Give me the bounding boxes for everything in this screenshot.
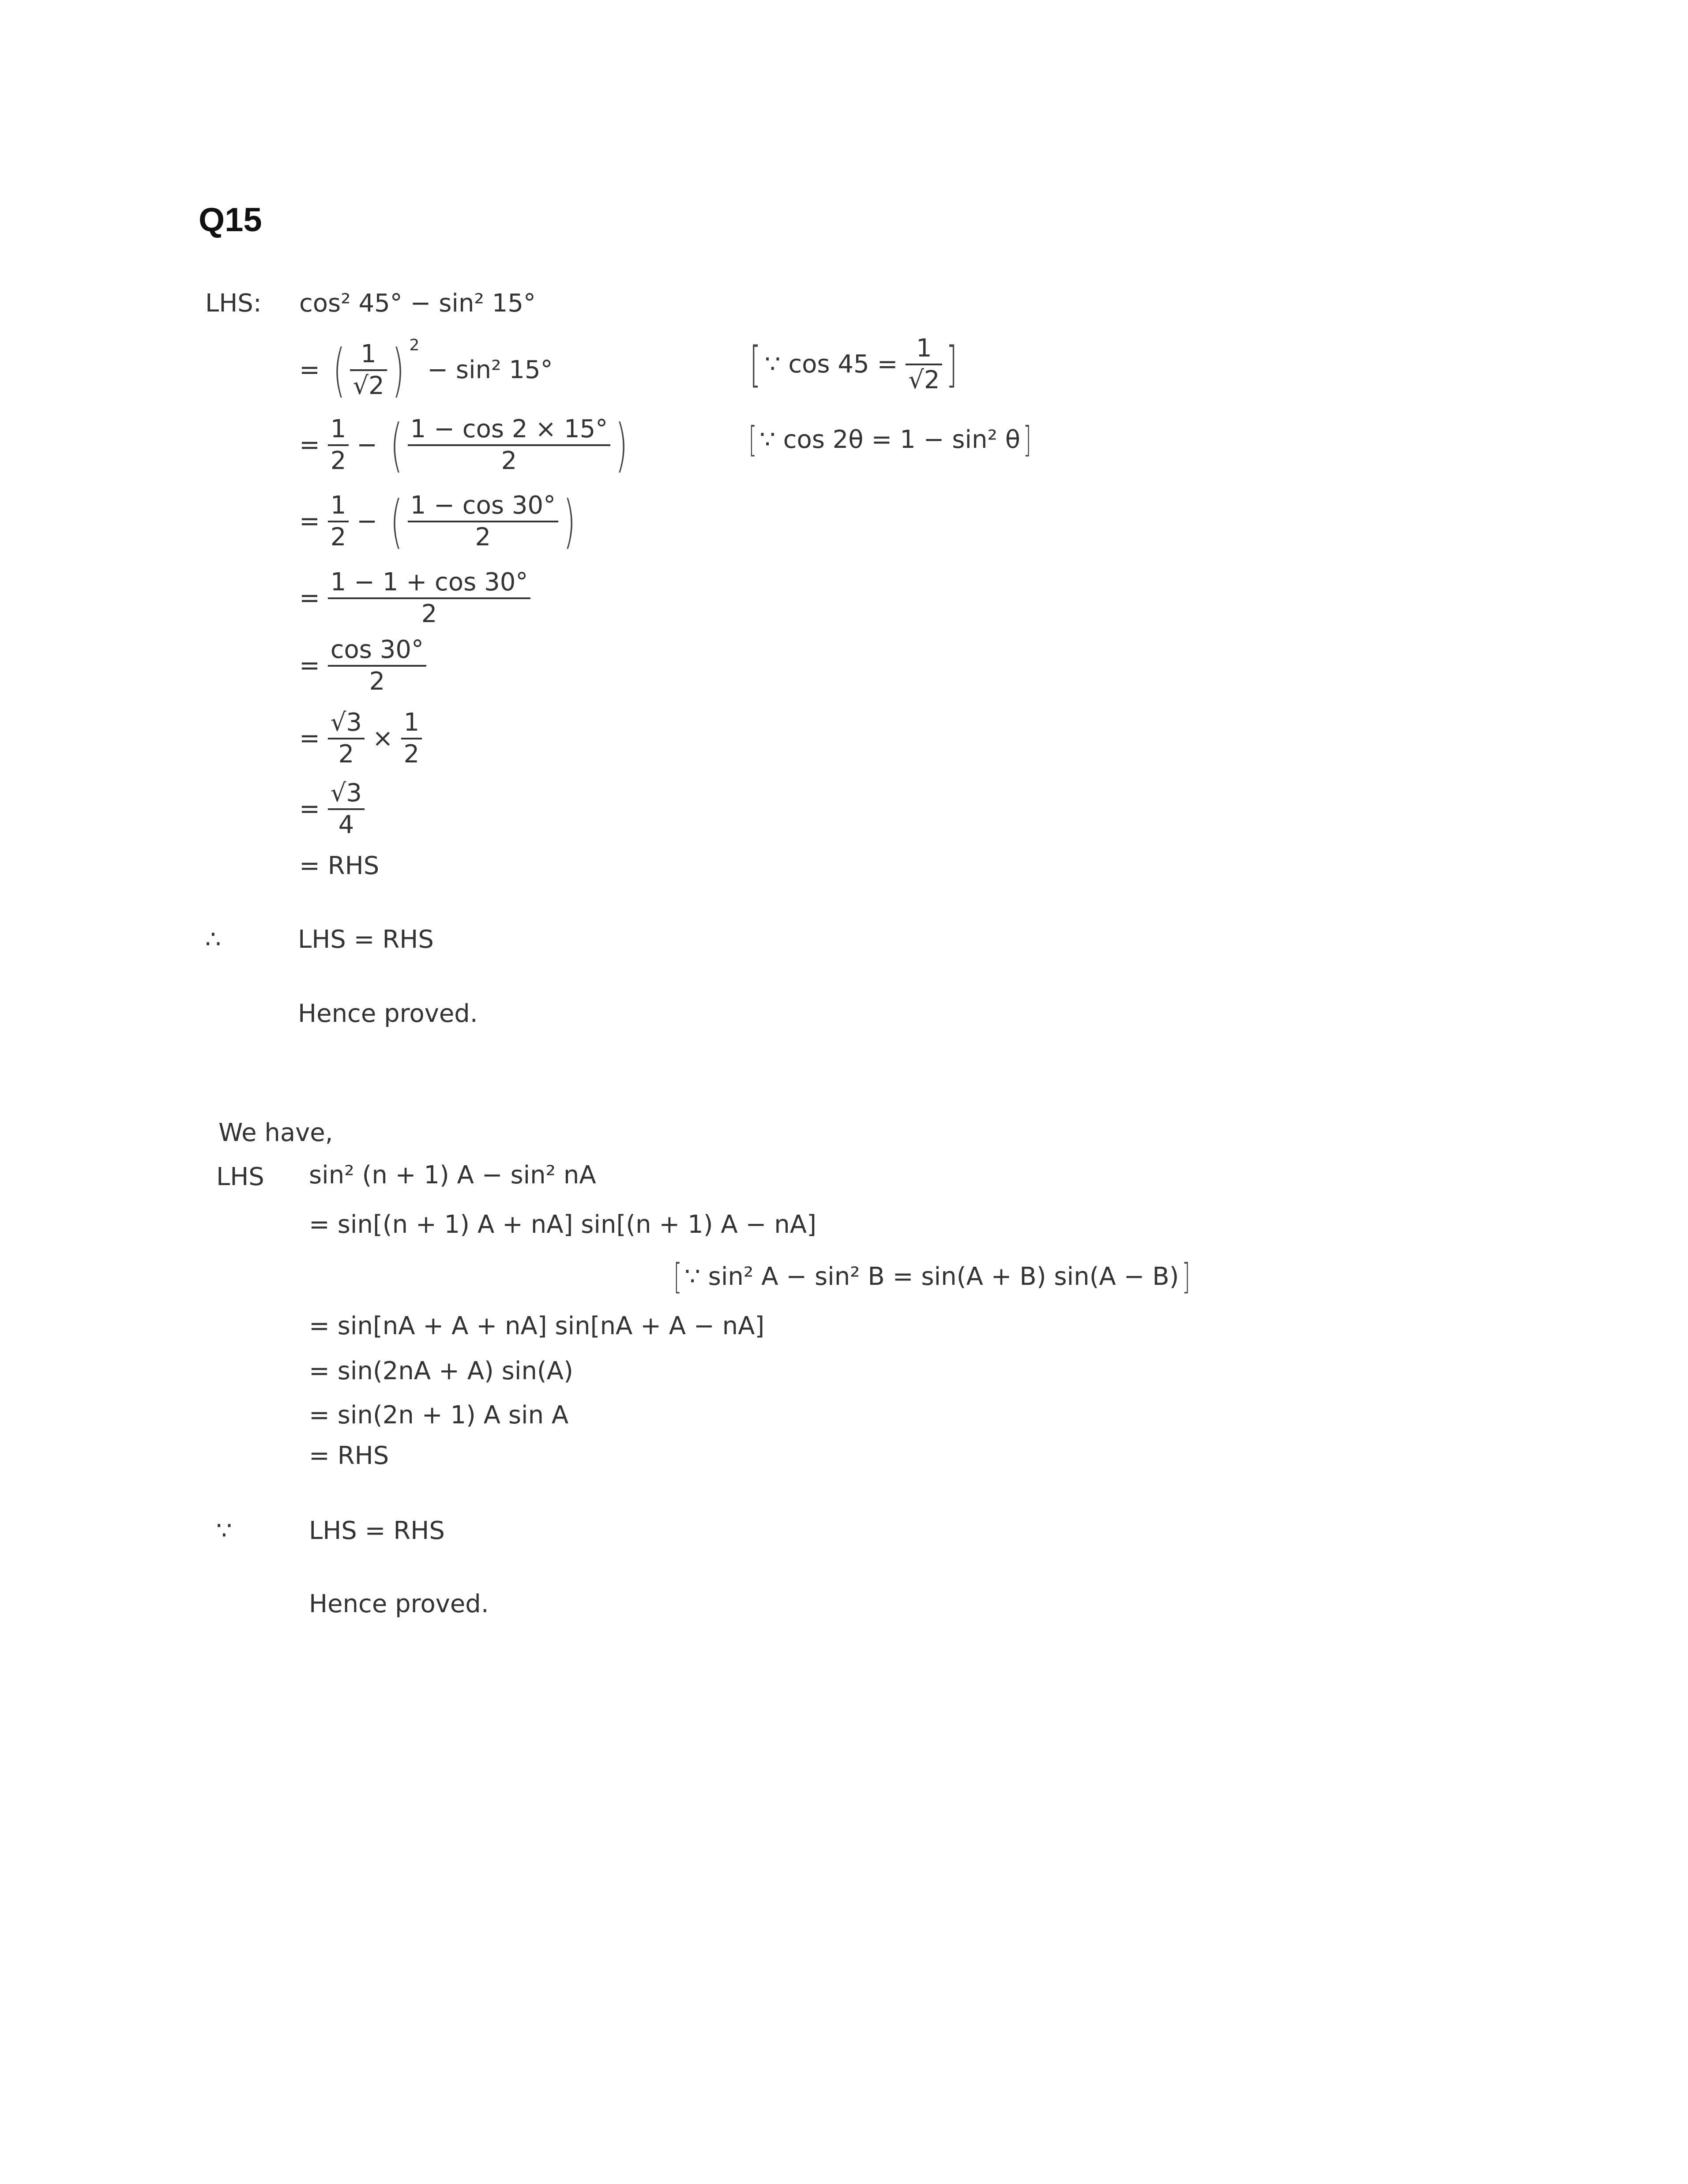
step-1: = ( $\frac{1}{√2}$ ) $^2$ − sin² 15° (299, 336, 553, 404)
p2-line-3: = sin[nA + A + nA] sin[nA + A − nA] (309, 1312, 765, 1340)
step-7: = $\frac{√3}{4}$ (299, 781, 365, 837)
step-6: = $\frac{√3}{2}$ × $\frac{1}{2}$ (299, 710, 422, 767)
therefore-symbol: ∴ (205, 925, 221, 954)
p2-line-4: = sin(2nA + A) sin(A) (309, 1357, 573, 1385)
lhs-label-2: LHS (216, 1163, 264, 1191)
hence-proved-1: Hence proved. (298, 999, 478, 1028)
p2-reason: [ ∵ sin² A − sin² B = sin(A + B) sin(A − B)] (673, 1256, 1190, 1297)
question-title: Q15 (199, 201, 262, 239)
we-have: We have, (218, 1118, 333, 1147)
conclusion-1: LHS = RHS (298, 925, 434, 954)
lhs-expression: cos² 45° − sin² 15° (299, 289, 536, 318)
p2-line-5: = sin(2n + 1) A sin A (309, 1401, 569, 1430)
conclusion-2: LHS = RHS (309, 1516, 445, 1545)
step-3: = $\frac{1}{2}$ − ( $\frac{1 - \cos 30^\circ}{2}$ ) (299, 488, 576, 555)
reason-double-angle: [ ∵ cos 2θ = 1 − sin² θ] (748, 419, 1031, 460)
reason-cos45: [ ∵ cos 45 = $\frac{1}{√2}$ ] (749, 334, 958, 394)
p2-line-2: = sin[(n + 1) A + nA] sin[(n + 1) A − nA] (309, 1210, 816, 1239)
p2-line-1: sin² (n + 1) A − sin² nA (309, 1161, 596, 1190)
step-4: = $\frac{1 - 1 + \cos 30^\circ}{2}$ (299, 570, 530, 627)
step-5: = $\frac{\cos 30^\circ}{2}$ (299, 638, 426, 694)
hence-proved-2: Hence proved. (309, 1590, 489, 1618)
step-8: = RHS (299, 852, 380, 880)
p2-line-6: = RHS (309, 1441, 389, 1470)
fraction: $\frac{1}{√2}$ (350, 342, 387, 398)
lhs-label: LHS: (205, 289, 262, 318)
because-symbol: ∵ (216, 1516, 232, 1545)
step-2: = $\frac{1}{2}$ − ( $\frac{1 - \cos 2 \times 15^\circ}{2}$ ) (299, 412, 628, 479)
